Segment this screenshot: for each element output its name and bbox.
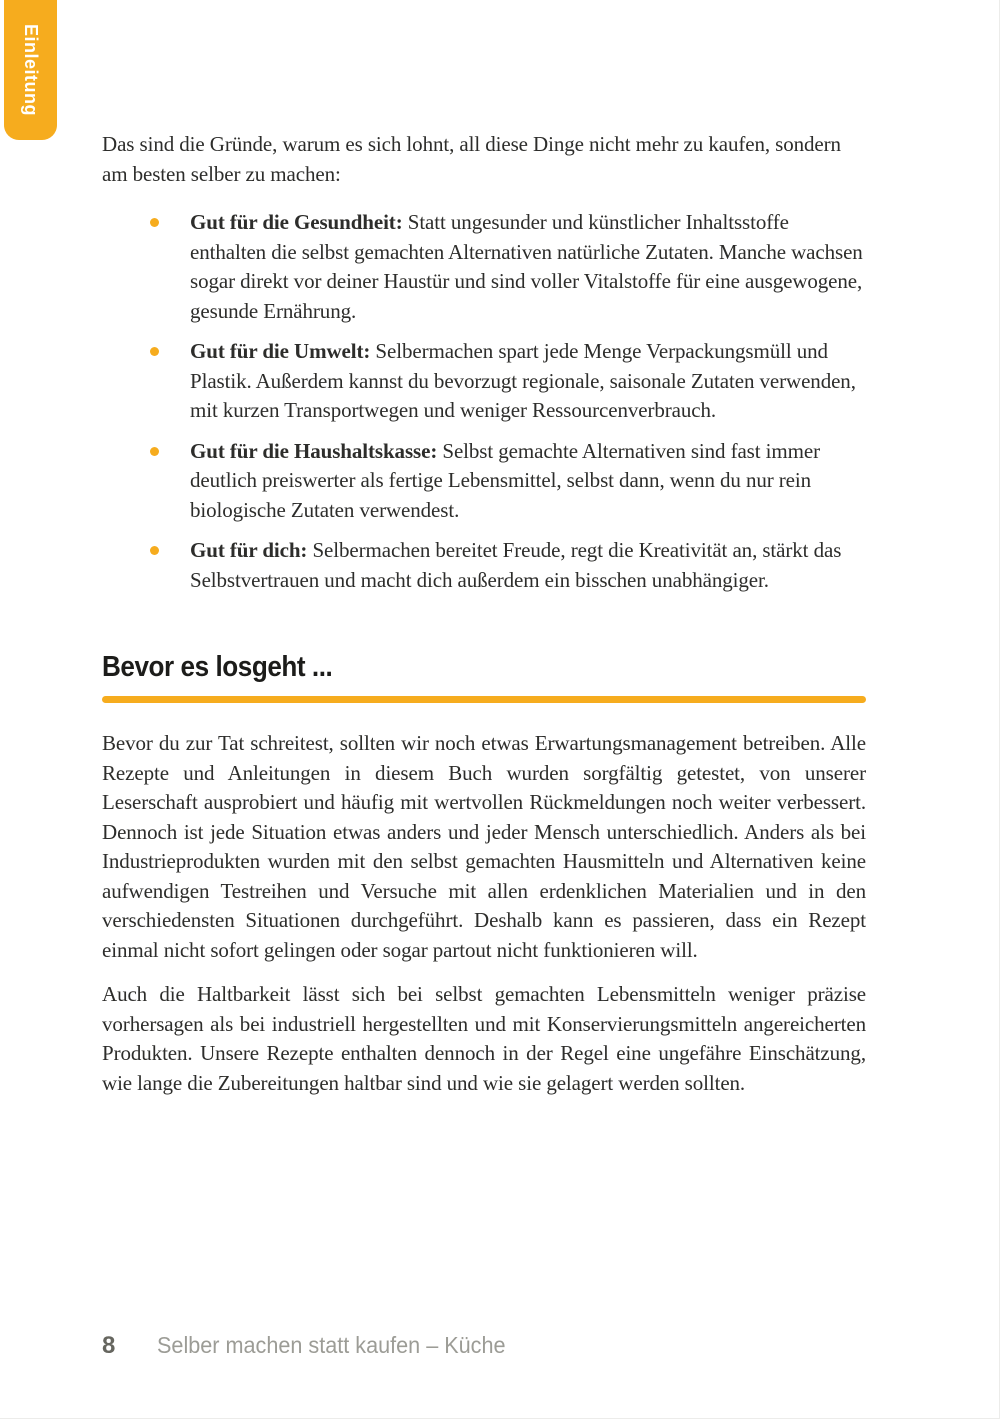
page-content: [102, 0, 866, 1098]
body-paragraph: Auch die Haltbarkeit lässt sich bei selbst gemachten Lebensmitteln weniger präzise vorhersagen als bei industriell hergestellten und mit Konservierungsmitteln angereicherten Produkten. Unsere Rezepte enthalten dennoch in der Regel eine ungefähre Einschätzung, wie lange die Zubereitungen haltbar sind und wie sie gelagert werden sollten.: [102, 982, 866, 1095]
benefits-list: [102, 208, 866, 595]
chapter-tab: [4, 0, 57, 140]
book-title: Selber machen statt kaufen – Küche: [157, 1332, 506, 1358]
bullet-lead: Gut für die Umwelt:: [190, 339, 371, 363]
bullet-text: Selbst gemachte Alternativen sind fast immer deutlich preiswerter als fertige Lebensmittel, selbst dann, wenn du nur rein biologische Zutaten verwendest.: [190, 438, 820, 522]
bullet-lead: Gut für die Gesundheit:: [190, 210, 403, 234]
chapter-tab-label: Einleitung: [21, 24, 41, 116]
section-heading: [102, 649, 866, 685]
page-number: 8: [102, 1332, 116, 1359]
list-item: [102, 208, 866, 326]
page-footer: [102, 1332, 528, 1360]
list-item: [102, 337, 866, 426]
bullet-icon: [150, 546, 159, 555]
intro-paragraph: Das sind die Gründe, warum es sich lohnt, all diese Dinge nicht mehr zu kaufen, sondern am besten selber zu machen:: [102, 132, 841, 186]
bullet-text: Statt ungesunder und künstlicher Inhaltsstoffe enthalten die selbst gemachten Alternativen natürliche Zutaten. Manche wachsen sogar direkt vor deiner Haustür und sind voller Vitalstoffe für eine ausgewogene, gesunde Ernährung.: [190, 210, 863, 323]
bullet-text: Selbermachen spart jede Menge Verpackungsmüll und Plastik. Außerdem kannst du bevorzugt regionale, saisonale Zutaten verwenden, mit kurzen Transportwegen und weniger Ressourcenverbrauch.: [190, 339, 856, 422]
body-paragraph: Bevor du zur Tat schreitest, sollten wir noch etwas Erwartungsmanagement betreiben. Alle Rezepte und Anleitungen in diesem Buch wurden sorgfältig getestet, von unserer Leserschaft ausprobiert und häufig mit wertvollen Rückmeldungen noch weiter verbessert. Dennoch ist jede Situation etwas anders und jeder Mensch unterschiedlich. Anders als bei Industrieprodukten wurden mit den selbst gemachten Hausmitteln und Alternativen keine aufwendigen Testreihen und Versuche mit allen erdenklichen Materialien und in den verschiedensten Situationen durchgeführt. Deshalb kann es passieren, dass ein Rezept einmal nicht sofort gelingen oder sogar partout nicht funktionieren will.: [102, 731, 866, 962]
list-item: [102, 536, 866, 595]
bullet-icon: [150, 347, 159, 356]
bullet-lead: Gut für die Haushaltskasse:: [190, 438, 438, 463]
bullet-icon: [150, 447, 159, 456]
section-divider: [102, 696, 866, 703]
section-heading-text: Bevor es losgeht ...: [102, 651, 333, 683]
list-item: [102, 437, 866, 526]
bullet-icon: [150, 218, 159, 227]
bullet-text: Selbermachen bereitet Freude, regt die Kreativität an, stärkt das Selbstvertrauen und macht dich außerdem ein bisschen unabhängiger.: [190, 538, 842, 592]
bullet-lead: Gut für dich:: [190, 538, 308, 562]
